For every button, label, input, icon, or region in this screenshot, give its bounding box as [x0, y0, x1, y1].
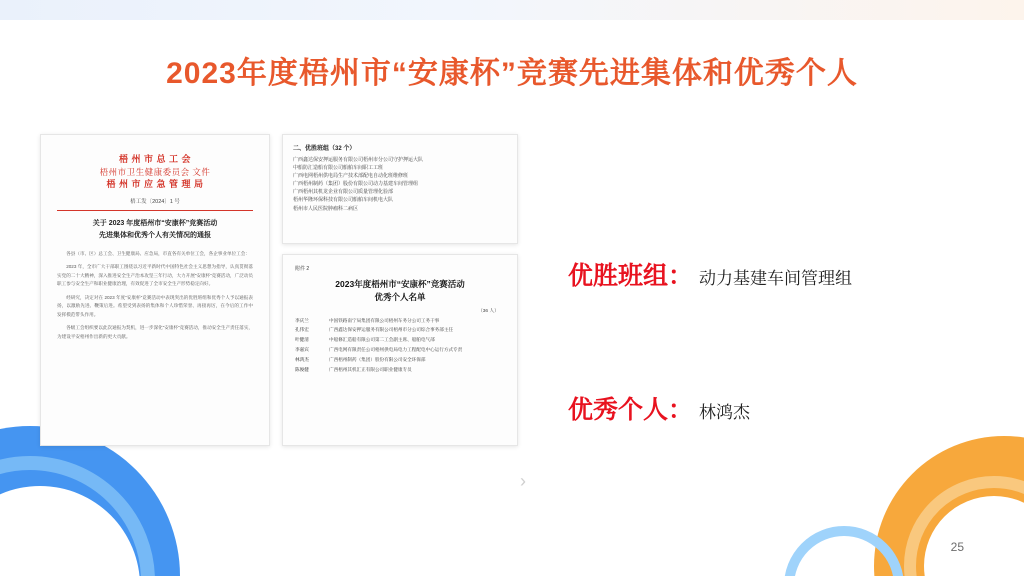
individual-org: 中船修汇造船有限公司第二工会副主席、船舶电气部 [329, 337, 435, 343]
document-scan-outstanding-individuals [282, 254, 518, 446]
individual-name: 李庆兰 [295, 317, 309, 323]
winning-team-item: 广西鑫达保安押运服务有限公司梧州市分公司守护押运大队 [293, 157, 424, 163]
table-row [295, 357, 505, 364]
winning-team-item: 中船防汇造船有限公司船舶车间职工工班 [293, 165, 384, 172]
individual-name: 李嘉宾 [295, 347, 309, 353]
callout-winning-team [568, 256, 852, 292]
document-paragraph: 各县（市、区）总工会、卫生健康局、应急局，市直各有关单位工会，各企事业单位工会： [66, 250, 250, 256]
top-gradient-band [0, 0, 1024, 20]
individual-org: 广西梧州其机汇正有限公司职业健康专员 [329, 366, 412, 372]
callout-outstanding-individual-value: 林鸿杰 [699, 403, 751, 422]
document-scan-notice [40, 134, 270, 446]
document-number: 梧工发〔2024〕1 号 [130, 199, 180, 206]
document-header-line-3: 梧 州 市 应 急 管 理 局 [106, 179, 204, 190]
individuals-title: 2023年度梧州市“安康杯”竞赛活动 [335, 279, 465, 289]
winning-team-item: 梧州华隆环保科技有限公司船舶车间机电大队 [293, 197, 394, 204]
document-title-line-2: 先进集体和优秀个人有关情况的通报 [99, 231, 211, 239]
slide-title: 2023年度梧州市“安康杯”竞赛先进集体和优秀个人 [166, 57, 858, 90]
winning-team-item: 广西电网梧州供电局生产技术部配电自动化班维修班 [293, 173, 409, 180]
table-row [295, 327, 505, 334]
callout-winning-team-value: 动力基建车间管理组 [699, 269, 853, 288]
callout-outstanding-individual [568, 390, 750, 426]
table-row [295, 337, 505, 344]
document-header [57, 153, 253, 191]
chevron-right-icon: › [520, 471, 526, 491]
individual-name: 孔伟宏 [295, 327, 309, 333]
table-row [295, 367, 505, 374]
individual-name: 陈俊健 [295, 366, 309, 372]
document-body [57, 250, 253, 341]
table-row [295, 318, 505, 325]
individual-org: 广西电网有限责任公司梧州供电局电力工程配电中心运行方式专责 [329, 347, 463, 353]
callout-outstanding-individual-label: 优秀个人： [568, 396, 694, 424]
individual-org: 广西鑫达保安押运服务有限公司梧州市分公司综合事务部主任 [329, 327, 454, 333]
individual-org: 广西梧州制药（集团）股份有限公司安全环保部 [329, 357, 426, 363]
document-paragraph: 2023 年，全市广大干部职工围绕以习近平新时代中国特色社会主义思想为指导，认真贯彻落实党的二十大精神，深入推进安全生产治本攻坚三年行动，大力开展“安康杯”竞赛活动，广泛动员职工参与安全生产和职业健康治理，有效促进了全市安全生产形势稳定向好。 [57, 264, 254, 287]
document-header-line-1: 梧 州 市 总 工 会 [118, 154, 191, 164]
individuals-count: （36 人） [477, 308, 499, 314]
document-header-line-2: 梧州市卫生健康委员会 文件 [99, 167, 211, 178]
document-paragraph: 各级工会组织要以此次通报为契机，进一步深化“安康杯”竞赛活动，推动安全生产责任落实，为建设平安梧州作出新的更大贡献。 [57, 325, 254, 339]
document-title-line-1: 关于 2023 年度梧州市“安康杯”竞赛活动 [92, 220, 218, 228]
individual-name: 林鸿杰 [295, 357, 309, 363]
individuals-subtitle: 优秀个人名单 [374, 291, 426, 302]
document-paragraph: 经研究，决定对在 2023 年度“安康杯”竞赛活动中表现突出的优胜班组和优秀个人予以通报表扬，以激励先进、鞭策后进。希望受到表扬的集体和个人珍惜荣誉、再接再厉，在今后的工作中发挥模范带头作用。 [57, 294, 253, 317]
page-number: 25 [950, 540, 964, 554]
winning-team-item: 广西梧州制药（集团）股份有限公司动力基建车间管理组 [293, 181, 419, 188]
document-divider [57, 210, 253, 211]
attachment-label: 附件 2 [295, 266, 310, 272]
individual-org: 中国铁路南宁局集团有限公司梧州车务分公司工务干事 [329, 317, 440, 323]
table-row [295, 347, 505, 354]
winning-team-item: 梧州市人民医院肿瘤科二病区 [293, 205, 359, 212]
individual-name: 叶健清 [295, 337, 309, 343]
winning-teams-heading: 二、优胜班组（32 个） [293, 146, 356, 152]
callout-winning-team-label: 优胜班组： [568, 262, 694, 290]
document-scan-winning-teams [282, 134, 518, 244]
winning-team-item: 广西梧州其机龙企业有限公司质量管理化验部 [293, 189, 394, 196]
